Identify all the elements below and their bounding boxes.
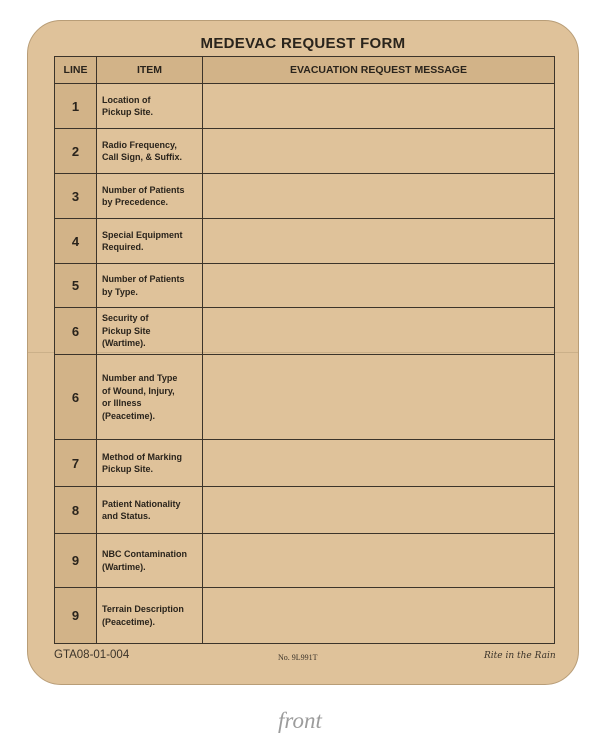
- item-label: Method of Marking Pickup Site.: [97, 440, 203, 487]
- line-number: 3: [55, 174, 97, 219]
- table-row: [55, 487, 555, 534]
- form-code: GTA08-01-004: [54, 649, 130, 661]
- medevac-request-table: [54, 56, 555, 644]
- item-label: Special Equipment Required.: [97, 219, 203, 264]
- line-number: 4: [55, 219, 97, 264]
- header-message: EVACUATION REQUEST MESSAGE: [203, 57, 555, 84]
- side-caption: front: [278, 708, 322, 733]
- medevac-card: [27, 20, 579, 685]
- message-field[interactable]: [203, 129, 555, 174]
- item-label: Number of Patients by Type.: [97, 264, 203, 308]
- message-field[interactable]: [203, 487, 555, 534]
- table-header-row: [55, 57, 555, 84]
- brand-logo: Rite in the Rain: [484, 651, 556, 661]
- item-label: Number of Patients by Precedence.: [97, 174, 203, 219]
- item-label: Terrain Description (Peacetime).: [97, 588, 203, 644]
- message-field[interactable]: [203, 219, 555, 264]
- item-label: Patient Nationality and Status.: [97, 487, 203, 534]
- line-number: 9: [55, 534, 97, 588]
- table-row: [55, 84, 555, 129]
- table-row: [55, 440, 555, 487]
- item-label: Number and Type of Wound, Injury, or Illness (Peacetime).: [97, 355, 203, 440]
- message-field[interactable]: [203, 308, 555, 355]
- item-label: Security of Pickup Site (Wartime).: [97, 308, 203, 355]
- form-title: MEDEVAC REQUEST FORM: [200, 35, 406, 52]
- table-row: [55, 174, 555, 219]
- message-field[interactable]: [203, 440, 555, 487]
- header-line: LINE: [55, 57, 97, 84]
- line-number: 5: [55, 264, 97, 308]
- message-field[interactable]: [203, 84, 555, 129]
- item-label: Location of Pickup Site.: [97, 84, 203, 129]
- table-row: [55, 308, 555, 355]
- message-field[interactable]: [203, 174, 555, 219]
- stock-number: No. 9L991T: [278, 653, 318, 662]
- table-row: [55, 355, 555, 440]
- table-row: [55, 264, 555, 308]
- message-field[interactable]: [203, 355, 555, 440]
- line-number: 9: [55, 588, 97, 644]
- table-row: [55, 129, 555, 174]
- header-item: ITEM: [97, 57, 203, 84]
- line-number: 6: [55, 355, 97, 440]
- item-label: NBC Contamination (Wartime).: [97, 534, 203, 588]
- message-field[interactable]: [203, 588, 555, 644]
- message-field[interactable]: [203, 264, 555, 308]
- line-number: 7: [55, 440, 97, 487]
- table-row: [55, 534, 555, 588]
- line-number: 8: [55, 487, 97, 534]
- table-row: [55, 219, 555, 264]
- message-field[interactable]: [203, 534, 555, 588]
- line-number: 2: [55, 129, 97, 174]
- item-label: Radio Frequency, Call Sign, & Suffix.: [97, 129, 203, 174]
- line-number: 1: [55, 84, 97, 129]
- table-row: [55, 588, 555, 644]
- line-number: 6: [55, 308, 97, 355]
